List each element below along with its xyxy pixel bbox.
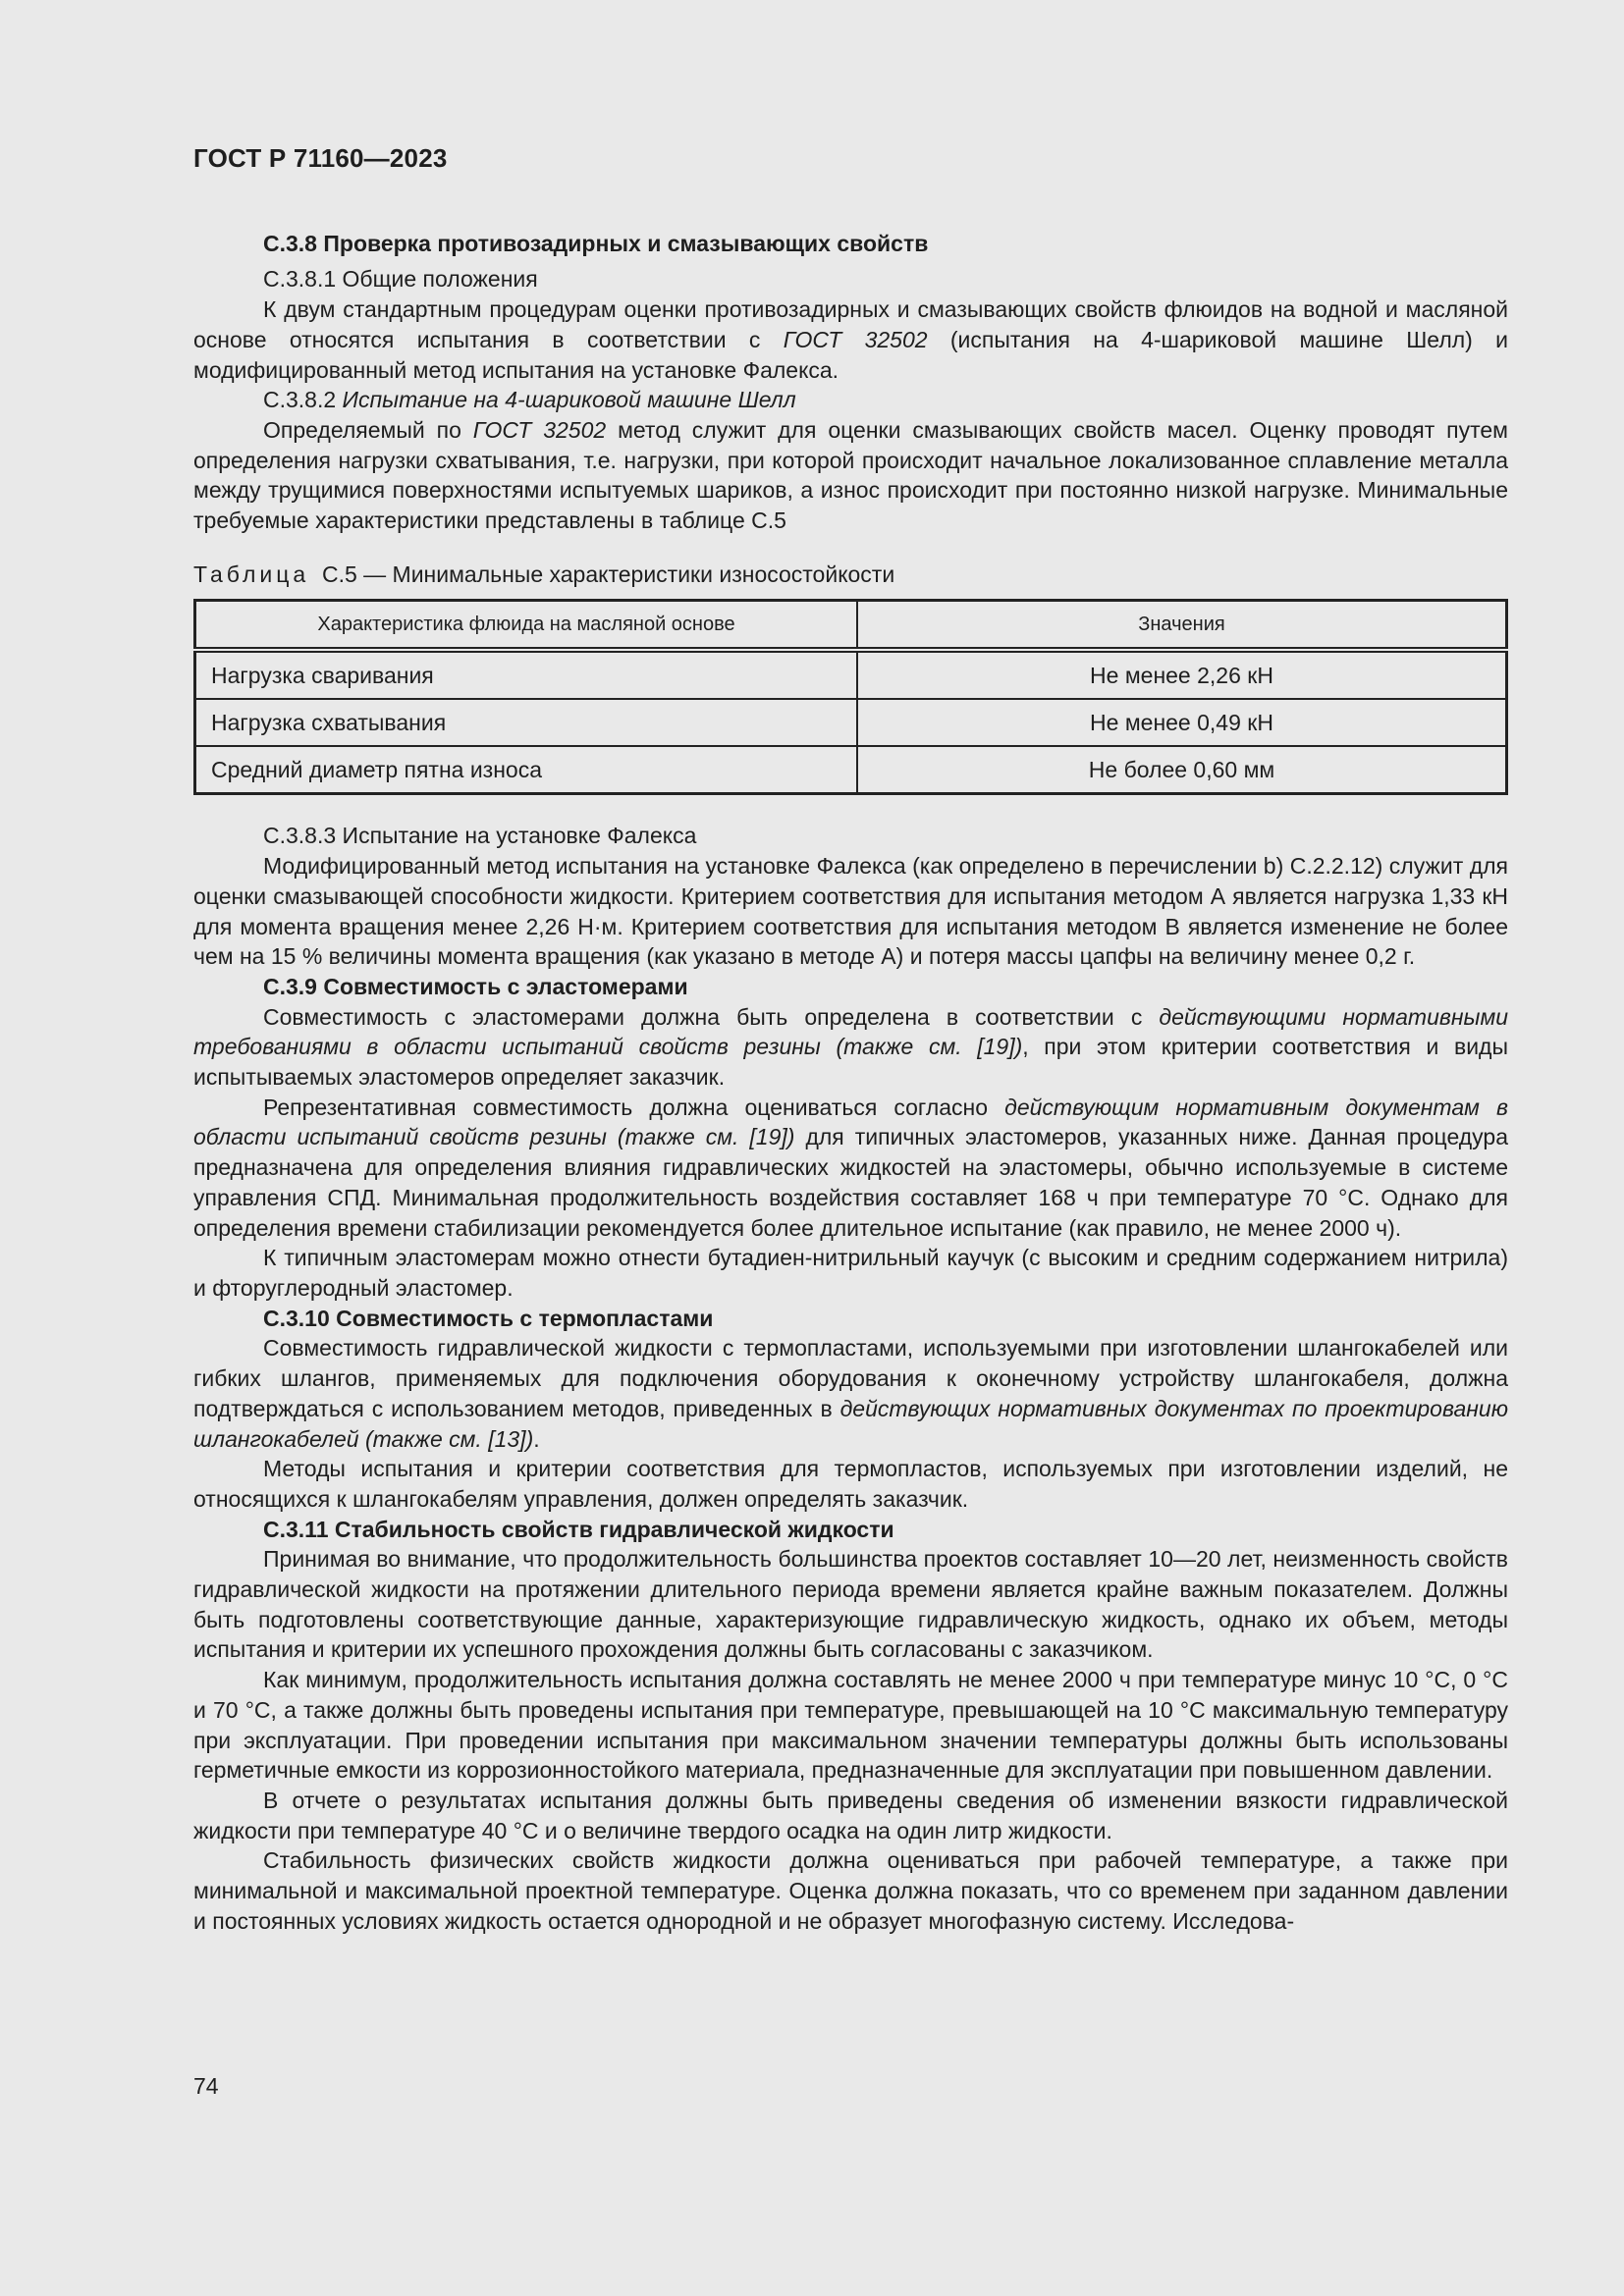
reference-gost-32502: ГОСТ 32502 <box>472 416 607 443</box>
table-header-cell: Значения <box>857 601 1507 651</box>
section-c38-title: С.3.8 Проверка противозадирных и смазывающих свойств <box>263 230 929 256</box>
table-caption: Таблица С.5 — Минимальные характеристики износостойкости <box>193 561 895 587</box>
section-c311-title: С.3.11 Стабильность свойств гидравлической жидкости <box>263 1516 894 1542</box>
reference-umbilical-standards: действующих нормативных документах по проектированию шлангокабелей (также см. [13]) <box>193 1395 1508 1452</box>
paragraph-c39-2: Репрезентативная совместимость должна оцениваться согласно действующим нормативным документам в области испытаний свойств резины (также см. [19]) для типичных эластомеров, указанных ниже. Данная процедура предназначена для определения влияния гидравлических жидкостей на эластомеры, обычно используемые в системе управления СПД. Минимальная продолжительность воздействия составляет 168 ч при температуре 70 °С. Однако для определения времени стабилизации рекомендуется более длительное испытание (как правило, не менее 2000 ч). <box>193 1094 1508 1241</box>
paragraph-c39-3: К типичным эластомерам можно отнести бутадиен-нитрильный каучук (с высоким и средним содержанием нитрила) и фторуглеродный эластомер. <box>193 1245 1508 1301</box>
paragraph-c39-1: Совместимость с эластомерами должна быть определена в соответствии с действующими нормативными требованиями в области испытаний свойств резины (также см. [19]), при этом критерии соответствия и виды испытываемых эластомеров определяет заказчик. <box>193 1003 1509 1091</box>
table-header-row <box>195 601 1507 651</box>
table-cell: Нагрузка схватывания <box>195 699 858 746</box>
table-header-cell: Характеристика флюида на масляной основе <box>195 601 858 651</box>
page-number: 74 <box>193 2073 219 2099</box>
table-cell: Не менее 2,26 кН <box>857 650 1507 699</box>
section-c310-title: С.3.10 Совместимость с термопластами <box>263 1305 714 1331</box>
table-cell: Нагрузка сваривания <box>195 650 858 699</box>
section-c382-title: С.3.8.2 Испытание на 4-шариковой машине Шелл <box>263 387 796 413</box>
paragraph-c382: Определяемый по ГОСТ 32502 метод служит для оценки смазывающих свойств масел. Оценку проводят путем определения нагрузки схватывания, т.е. нагрузки, при которой происходит начальное локализованное сплавление металла между трущимися поверхностями испытуемых шариков, а износ происходит при постоянно низкой нагрузке. Минимальные требуемые характеристики представлены в таблице С.5 <box>193 416 1508 534</box>
table-cell: Средний диаметр пятна износа <box>195 746 858 794</box>
paragraph-c310-2: Методы испытания и критерии соответствия для термопластов, используемых при изготовлении изделий, не относящихся к шлангокабелям управления, должен определять заказчик. <box>193 1456 1508 1512</box>
section-c381-title: С.3.8.1 Общие положения <box>263 266 538 293</box>
paragraph-c311-1: Принимая во внимание, что продолжительность большинства проектов составляет 10—20 лет, неизменность свойств гидравлической жидкости на протяжении длительного периода времени является крайне важным показателем. Должны быть подготовлены соответствующие данные, характеризующие гидравлическую жидкость, однако их объем, методы испытания и критерии их успешного прохождения должны быть согласованы с заказчиком. <box>193 1546 1508 1663</box>
paragraph-c311-2: Как минимум, продолжительность испытания должна составлять не менее 2000 ч при температуре минус 10 °С, 0 °С и 70 °С, а также должны быть проведены испытания при температуре, превышающей на 10 °С максимальную температуру при эксплуатации. При проведении испытания при максимальном значении температуры должны быть использованы герметичные емкости из коррозионностойкого материала, предназначенные для эксплуатации при повышенном давлении. <box>193 1667 1508 1784</box>
paragraph-c383: Модифицированный метод испытания на установке Фалекса (как определено в перечислении b) С.2.2.12) служит для оценки смазывающей способности жидкости. Критерием соответствия для испытания методом А является нагрузка 1,33 кН для момента вращения менее 2,26 Н·м. Критерием соответствия для испытания методом В является изменение не более чем на 15 % величины момента вращения (как указано в методе А) и потеря массы цапфы на величину менее 0,2 г. <box>193 853 1508 970</box>
reference-gost-32502: ГОСТ 32502 <box>783 326 928 352</box>
table-cell: Не более 0,60 мм <box>857 746 1507 794</box>
page-content <box>193 143 1508 1936</box>
paragraph-c310-1: Совместимость гидравлической жидкости с термопластами, используемыми при изготовлении шлангокабелей или гибких шлангов, применяемых для подключения оборудования к оконечному устройству шлангокабеля, должна подтверждаться с использованием методов, приведенных в действующих нормативных документах по проектированию шлангокабелей (также см. [13]). <box>193 1335 1508 1452</box>
reference-rubber-standards: действующими нормативными требованиями в области испытаний свойств резины (также см. [19]) <box>193 1003 1509 1060</box>
section-c39-title: С.3.9 Совместимость с эластомерами <box>263 973 688 999</box>
reference-rubber-standards: действующим нормативным документам в области испытаний свойств резины (также см. [19]) <box>193 1094 1508 1150</box>
table-row <box>195 699 1507 746</box>
document-header: ГОСТ Р 71160—2023 <box>193 143 448 173</box>
table-row <box>195 650 1507 699</box>
paragraph-c381: К двум стандартным процедурам оценки противозадирных и смазывающих свойств флюидов на водной и масляной основе относятся испытания в соответствии с ГОСТ 32502 (испытания на 4-шариковой машине Шелл) и модифицированный метод испытания на установке Фалекса. <box>193 296 1508 383</box>
wear-resistance-table <box>193 599 1508 795</box>
table-row <box>195 746 1507 794</box>
section-c383-title: С.3.8.3 Испытание на установке Фалекса <box>263 823 697 849</box>
table-cell: Не менее 0,49 кН <box>857 699 1507 746</box>
paragraph-c311-3: В отчете о результатах испытания должны быть приведены сведения об изменении вязкости гидравлической жидкости при температуре 40 °С и о величине твердого осадка на один литр жидкости. <box>193 1787 1508 1843</box>
paragraph-c311-4: Стабильность физических свойств жидкости должна оцениваться при рабочей температуре, а также при минимальной и максимальной проектной температуре. Оценка должна показать, что со временем при заданном давлении и постоянных условиях жидкость остается однородной и не образует многофазную систему. Исследова- <box>193 1847 1508 1934</box>
